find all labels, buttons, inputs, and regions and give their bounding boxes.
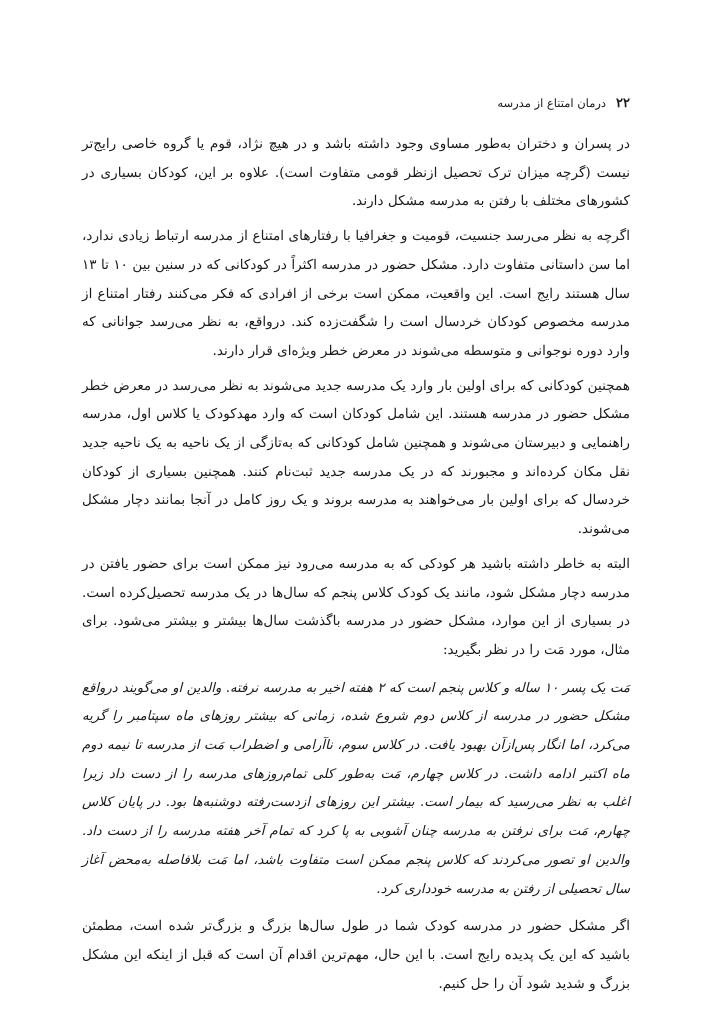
running-title: درمان امتناع از مدرسه <box>497 96 607 110</box>
closing-paragraph: اگر مشکل حضور در مدرسه کودک شما در طول سال‌ها بزرگ و بزرگ‌تر شده است، مطمئن باشید که این یک پدیده رایج است. با این حال، مهم‌ترین اقدام آن است که قبل از اینکه این مشکل بزرگ و شدید شود آن را حل کنیم. <box>82 918 630 992</box>
paragraph: در پسران و دختران به‌طور مساوی وجود داشته باشد و در هیچ نژاد، قوم یا گروه خاصی رایج‌تر نیست (گرچه میزان ترک تحصیل ازنظر قومی متفاوت است). علاوه بر این، کودکان بسیاری در کشورهای مختلف با رفتن به مدرسه مشکل دارند. <box>82 136 630 210</box>
paragraph: اگرچه به نظر می‌رسد جنسیت، قومیت و جغرافیا با رفتارهای امتناع از مدرسه ارتباط زیادی ندارد، اما سن داستانی متفاوت دارد. مشکل حضور در مدرسه اکثراً در کودکانی که در سنین بین ۱۰ تا ۱۳ سال هستند رایج است. این واقعیت، ممکن است برخی از افرادی که فکر می‌کنند رفتار امتناع از مدرسه مخصوص کودکان خردسال است را شگفت‌زده کند. درواقع، به نظر می‌رسد جوانانی که وارد دوره نوجوانی و متوسطه می‌شوند در معرض خطر ویژه‌ای قرار دارند. <box>82 228 630 359</box>
case-study-text: مَت یک پسر ۱۰ ساله و کلاس پنجم است که ۲ هفته اخیر به مدرسه نرفته. والدین او می‌گویند درواقع مشکل حضور در مدرسه از کلاس دوم شروع شده، زمانی که بیشتر روزهای ماه سپتامبر را گریه می‌کرد، اما انگار پس‌ازآن بهبود یافت. در کلاس سوم، ناآرامی و اضطراب مَت از مدرسه تا نیمه دوم ماه اکتبر ادامه داشت. در کلاس چهارم، مَت به‌طور کلی تمام‌روزهای مدرسه را از دست داد زیرا اغلب به نظر می‌رسید که بیمار است. بیشتر این روزهای ازدست‌رفته دوشنبه‌ها بود. در پایان کلاس چهارم، مَت برای نرفتن به مدرسه چنان آشوبی به پا کرد که تمام آخر هفته مدرسه را از دست داد. والدین او تصور می‌کردند که کلاس پنجم ممکن است متفاوت باشد، اما مَت بلافاصله به‌محض آغاز سال تحصیلی از رفتن به مدرسه خودداری کرد. <box>82 680 630 897</box>
book-page <box>82 90 630 1004</box>
page-body <box>82 130 630 998</box>
paragraph: البته به خاطر داشته باشید هر کودکی که به مدرسه می‌رود نیز ممکن است برای حضور یافتن در مدرسه دچار مشکل شود، مانند یک کودک کلاس پنجم که سال‌ها در یک مدرسه تحصیل‌کرده است. در بسیاری از این موارد، مشکل حضور در مدرسه باگذشت سال‌ها بیشتر و بیشتر می‌شود. برای مثال، مورد مَت را در نظر بگیرید: <box>82 555 630 658</box>
page-number: ۲۲ <box>616 96 630 111</box>
page-header <box>82 90 630 116</box>
paragraph: همچنین کودکانی که برای اولین بار وارد یک مدرسه جدید می‌شوند به نظر می‌رسد در معرض خطر مشکل حضور در مدرسه هستند. این شامل کودکان است که وارد مهدکودک یا کلاس اول، مدرسه راهنمایی و دبیرستان می‌شوند و همچنین شامل کودکانی که به‌تازگی از یک ناحیه به یک ناحیه جدید نقل مکان کرده‌اند و مجبورند که در یک مدرسه جدید ثبت‌نام کنند. همچنین بسیاری از کودکان خردسال که برای اولین بار می‌خواهند به مدرسه بروند و یک روز کامل در آنجا بمانند دچار مشکل می‌شوند. <box>82 377 630 538</box>
